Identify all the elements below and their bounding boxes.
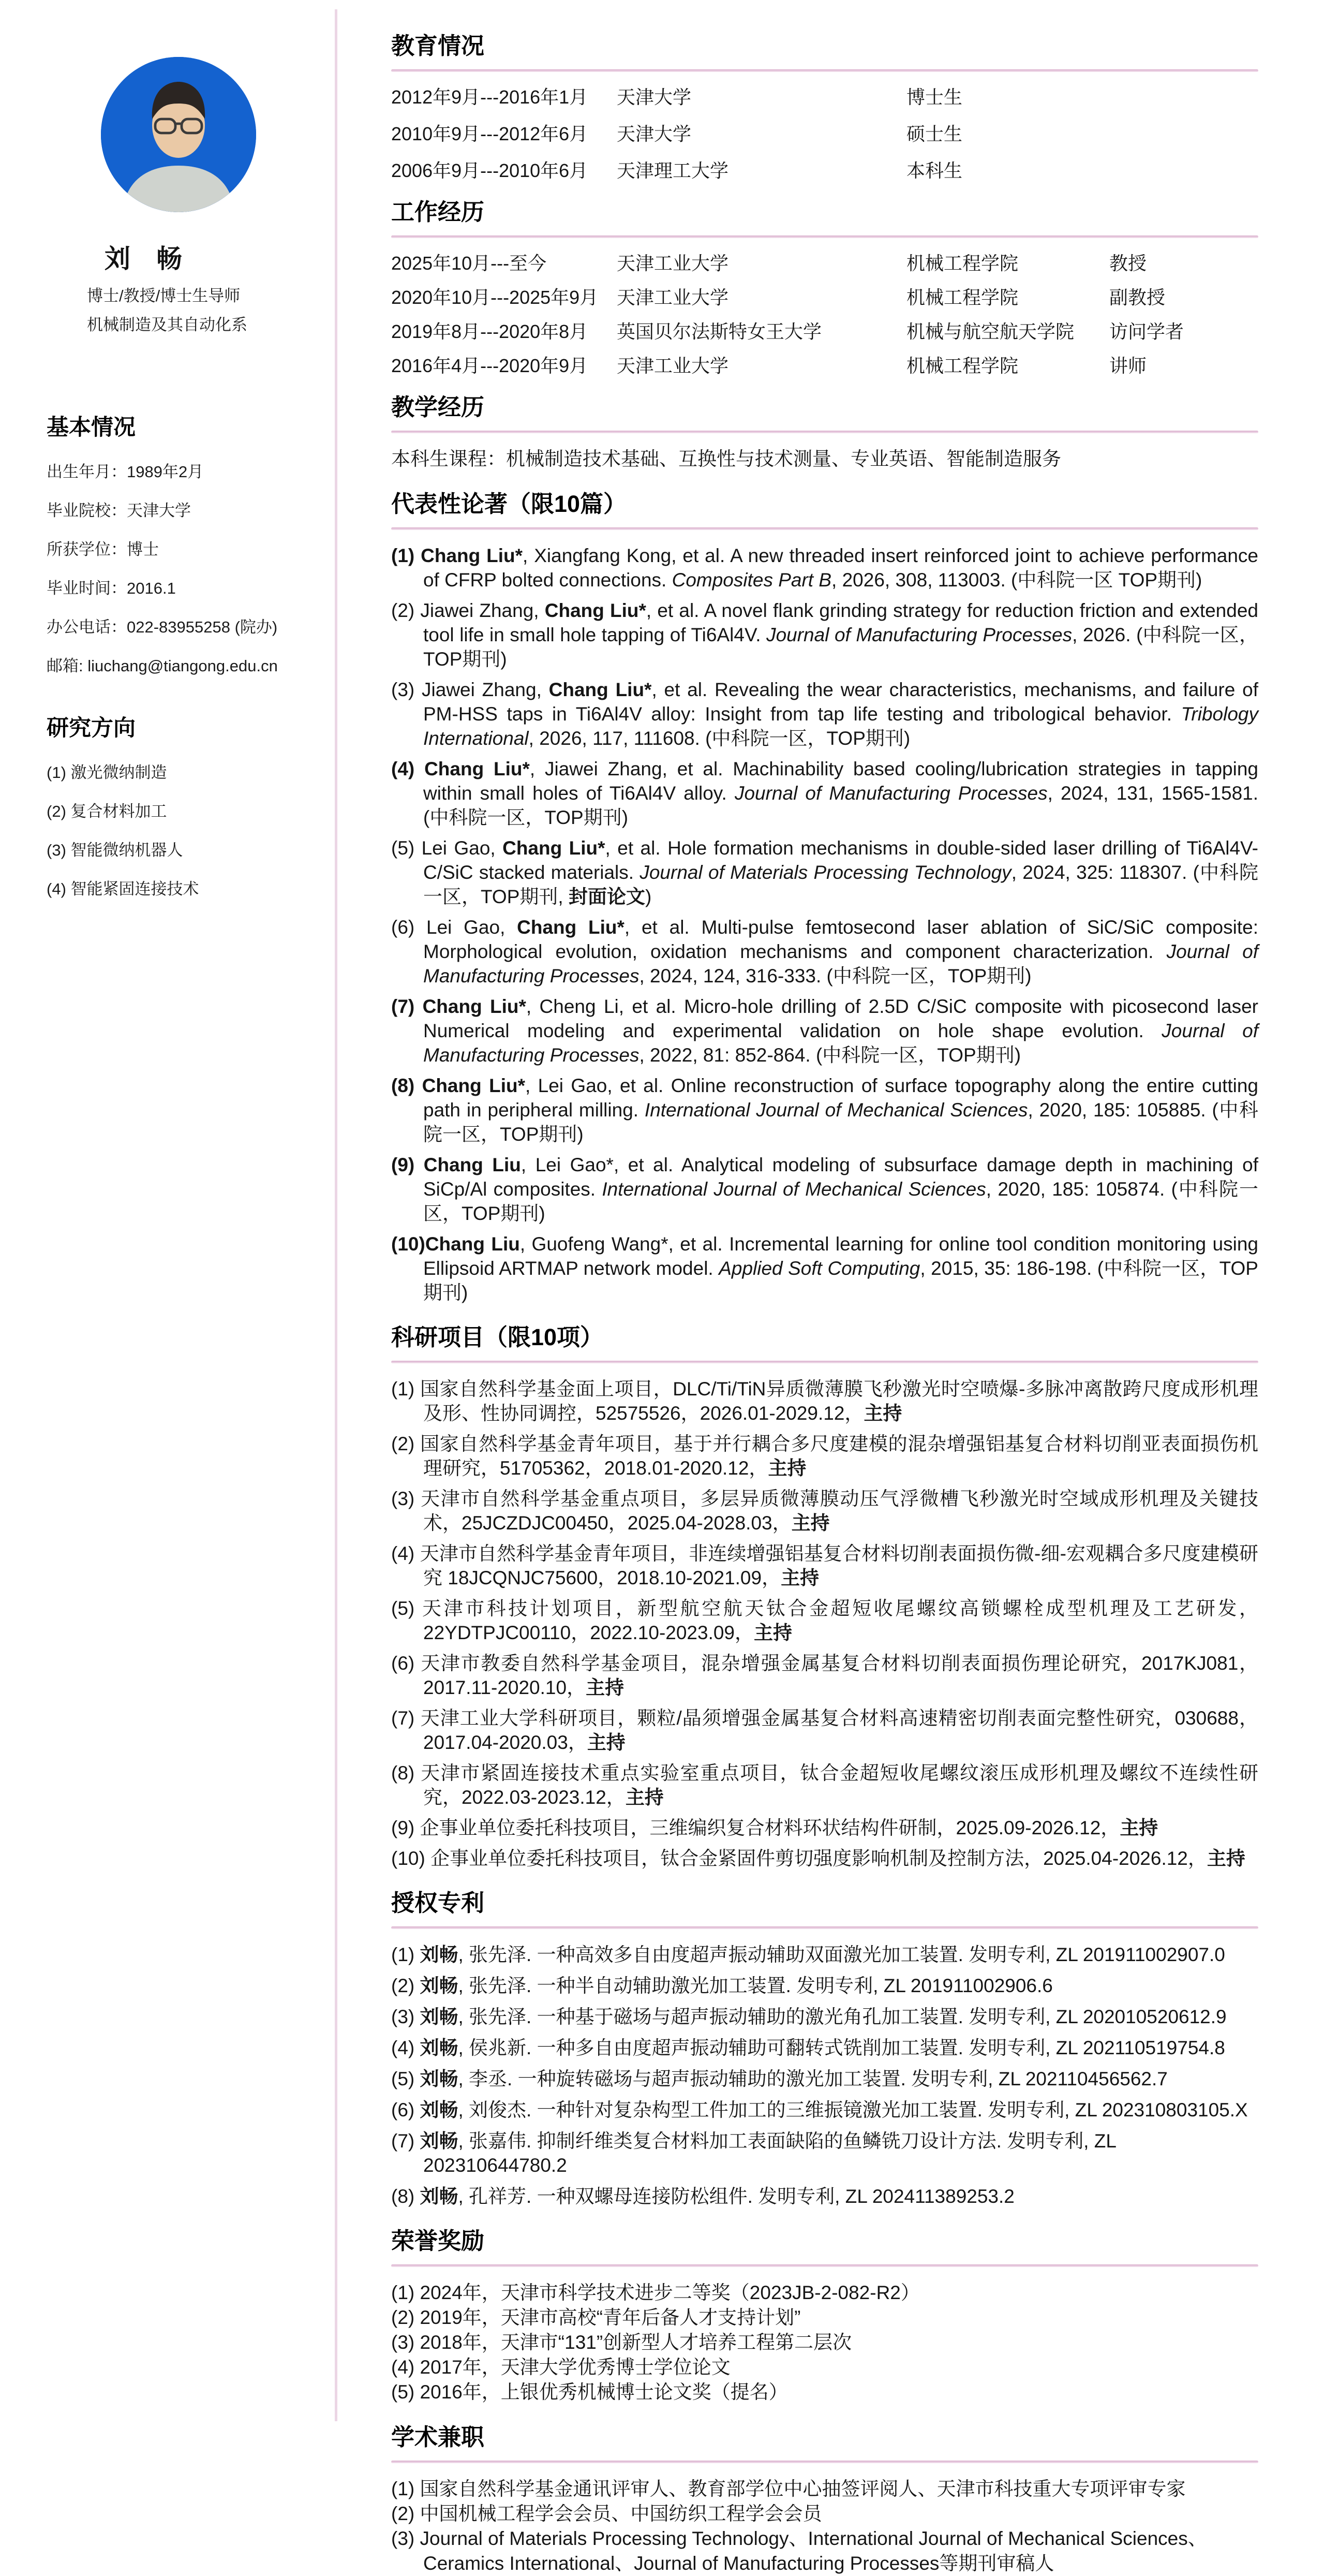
table-cell: 2010年9月---2012年6月 (391, 123, 588, 144)
table-cell: 2025年10月---至今 (391, 253, 547, 274)
list-item: (6) 刘畅, 刘俊杰. 一种针对复杂构型工件加工的三维振镜激光加工装置. 发明专利, ZL 202310803105.X (391, 2099, 1248, 2121)
section-rule (391, 2461, 1258, 2463)
publication-list (391, 543, 1258, 1305)
list-item: (2) 国家自然科学基金青年项目，基于并行耦合多尺度建模的混杂增强铝基复合材料切削亚表面损伤机理研究，51705362，2018.01-2020.12，主持 (391, 1433, 1258, 1479)
list-item: (1) 国家自然科学基金通讯评审人、教育部学位中心抽签评阅人、天津市科技重大专项评审专家 (391, 2478, 1186, 2499)
patents-heading: 授权专利 (391, 1890, 485, 1916)
list-item: 出生年月：1989年2月 (47, 463, 204, 481)
list-item: (3) 天津市自然科学基金重点项目，多层异质微薄膜动压气浮微槽飞秒激光时空域成形机理及关键技术，25JCZDJC00450，2025.04-2028.03，主持 (391, 1488, 1258, 1534)
work-heading: 工作经历 (391, 199, 485, 225)
table-cell: 博士生 (906, 86, 963, 108)
list-item: (2) 2019年，天津市高校“青年后备人才支持计划” (391, 2307, 801, 2328)
section-awards (391, 2227, 1258, 2405)
table-cell: 2019年8月---2020年8月 (391, 321, 588, 342)
research-list (47, 761, 336, 901)
table-cell: 副教授 (1109, 287, 1166, 308)
list-item: (1) 刘畅, 张先泽. 一种高效多自由度超声振动辅助双面激光加工装置. 发明专利, ZL 201911002907.0 (391, 1944, 1225, 1965)
list-item: (10) 企事业单位委托科技项目，钛合金紧固件剪切强度影响机制及控制方法，2025.04-2026.12，主持 (391, 1848, 1245, 1869)
basic-info-heading: 基本情况 (47, 415, 136, 440)
table-cell: 机械工程学院 (906, 253, 1019, 274)
list-item: (7) Chang Liu*, Cheng Li, et al. Micro-hole drilling of 2.5D C/SiC composite with picosecond laser Numerical modeling and experimental validation on hole shape evolution. Journal of Manufacturing Processes, 2022, 81: 852-864. (中科院一区，TOP期刊) (391, 996, 1258, 1066)
section-teaching (391, 393, 1258, 472)
list-item: (2) Jiawei Zhang, Chang Liu*, et al. A novel flank grinding strategy for reduction friction and extended tool life in small hole tapping of Ti6Al4V. Journal of Manufacturing Processes, 2026. (中科院一区，TOP期刊) (391, 600, 1258, 670)
list-item: 所获学位：博士 (47, 540, 159, 558)
table-cell: 英国贝尔法斯特女王大学 (617, 321, 822, 342)
table-cell: 天津工业大学 (617, 287, 729, 308)
table-row (391, 354, 1258, 378)
publications-heading: 代表性论著（限10篇） (391, 491, 627, 517)
list-item: (4) 刘畅, 侯兆新. 一种多自由度超声振动辅助可翻转式铣削加工装置. 发明专利, ZL 202110519754.8 (391, 2037, 1225, 2058)
teaching-heading: 教学经历 (391, 394, 485, 420)
section-rule (391, 431, 1258, 433)
patent-list (391, 1942, 1258, 2209)
basic-info-list (47, 461, 336, 678)
list-item: (1) 国家自然科学基金面上项目，DLC/Ti/TiN异质微薄膜飞秒激光时空喷爆-多脉冲离散跨尺度成形机理及形、性协同调控，52575526，2026.01-2029.12，主持 (391, 1378, 1258, 1424)
list-item: (2) 复合材料加工 (47, 802, 167, 820)
table-cell: 讲师 (1109, 355, 1147, 376)
list-item: (9) Chang Liu, Lei Gao*, et al. Analytical modeling of subsurface damage depth in machining of SiCp/Al composites. International Journal of Mechanical Sciences, 2020, 185: 105874. (中科院一区，TOP期刊) (391, 1154, 1258, 1224)
table-row (391, 85, 1258, 109)
list-item: (2) 中国机械工程学会会员、中国纺织工程学会会员 (391, 2503, 822, 2524)
section-publications (391, 490, 1258, 1305)
section-service (391, 2423, 1258, 2576)
list-item: (5) Lei Gao, Chang Liu*, et al. Hole formation mechanisms in double-sided laser drilling of Ti6Al4V-C/SiC stacked materials. Journal of Materials Processing Technology, 2024, 325: 118307. (中科院一区，TOP期刊, 封面论文) (391, 837, 1258, 907)
award-list (391, 2280, 1258, 2405)
list-item: (8) Chang Liu*, Lei Gao, et al. Online reconstruction of surface topography along the entire cutting path in peripheral milling. International Journal of Mechanical Sciences, 2020, 185: 105885. (中科院一区，TOP期刊) (391, 1075, 1259, 1145)
section-rule (391, 69, 1258, 72)
table-row (391, 320, 1258, 344)
table-cell: 天津工业大学 (617, 355, 729, 376)
section-rule (391, 2264, 1258, 2267)
list-item: (1) 激光微纳制造 (47, 763, 167, 782)
list-item: (5) 2016年，上银优秀机械博士论文奖（提名） (391, 2381, 788, 2403)
list-item: 邮箱: liuchang@tiangong.edu.cn (47, 657, 278, 675)
table-row (391, 122, 1258, 146)
education-heading: 教育情况 (391, 33, 485, 59)
table-cell: 硕士生 (906, 123, 963, 144)
list-item: (3) 智能微纳机器人 (47, 841, 183, 859)
table-row (391, 159, 1258, 183)
service-list (391, 2477, 1258, 2576)
main-content (391, 32, 1258, 2576)
list-item: (6) 天津市教委自然科学基金项目，混杂增强金属基复合材料切削表面损伤理论研究，2017KJ081，2017.11-2020.10，主持 (391, 1653, 1258, 1698)
table-cell: 访问学者 (1109, 321, 1184, 342)
table-cell: 机械与航空航天学院 (906, 321, 1075, 342)
course-list: 本科生课程：机械制造技术基础、互换性与技术测量、专业英语、智能制造服务 (391, 448, 1061, 469)
sidebar (47, 44, 336, 917)
list-item: (3) Jiawei Zhang, Chang Liu*, et al. Revealing the wear characteristics, mechanisms, and failure of PM-HSS taps in Ti6Al4V alloy: Insight from tap life testing and tribological behavior. Tribology International, 2026, 117, 111608. (中科院一区，TOP期刊) (391, 679, 1258, 749)
list-item: (9) 企事业单位委托科技项目，三维编织复合材料环状结构件研制，2025.09-2026.12，主持 (391, 1817, 1158, 1838)
table-cell: 本科生 (906, 160, 963, 181)
list-item: (10)Chang Liu, Guofeng Wang*, et al. Incremental learning for online tool condition monitoring using Ellipsoid ARTMAP network model. Applied Soft Computing, 2015, 35: 186-198. (中科院一区，TOP期刊) (391, 1233, 1258, 1303)
section-rule (391, 527, 1258, 530)
section-work (391, 198, 1258, 378)
research-heading: 研究方向 (47, 716, 136, 741)
projects-heading: 科研项目（限10项） (391, 1324, 604, 1350)
list-item: (4) Chang Liu*, Jiawei Zhang, et al. Machinability based cooling/lubrication strategies in tapping within small holes of Ti6Al4V alloy. Journal of Manufacturing Processes, 2024, 131, 1565-1581. (中科院一区，TOP期刊) (391, 758, 1258, 828)
service-heading: 学术兼职 (391, 2424, 485, 2450)
project-list (391, 1377, 1258, 1871)
list-item: (3) 刘畅, 张先泽. 一种基于磁场与超声振动辅助的激光角孔加工装置. 发明专利, ZL 202010520612.9 (391, 2006, 1227, 2027)
section-patents (391, 1889, 1258, 2209)
table-row (391, 286, 1258, 310)
list-item: (4) 天津市自然科学基金青年项目，非连续增强铝基复合材料切削表面损伤微-细-宏观耦合多尺度建模研究 18JCQNJC75600，2018.10-2021.09，主持 (391, 1543, 1258, 1588)
person-title: 博士/教授/博士生导师 (87, 287, 241, 305)
table-cell: 教授 (1109, 253, 1147, 274)
section-education (391, 32, 1258, 183)
list-item: (7) 天津工业大学科研项目，颗粒/晶须增强金属基复合材料高速精密切削表面完整性研究，030688，2017.04-2020.03，主持 (391, 1707, 1258, 1753)
person-portrait-icon (101, 57, 256, 212)
work-table (391, 252, 1258, 378)
profile-photo (101, 57, 256, 212)
table-cell: 天津大学 (617, 86, 692, 108)
table-cell: 2020年10月---2025年9月 (391, 287, 599, 308)
education-table (391, 85, 1258, 183)
table-cell: 机械工程学院 (906, 287, 1019, 308)
list-item: 毕业时间：2016.1 (47, 579, 176, 597)
list-item: (5) 天津市科技计划项目，新型航空航天钛合金超短收尾螺纹高锁螺栓成型机理及工艺研发，22YDTPJC00110，2022.10-2023.09，主持 (391, 1598, 1258, 1643)
table-cell: 天津工业大学 (617, 253, 729, 274)
list-item: 办公电话：022-83955258 (院办) (47, 618, 278, 636)
list-item: 毕业院校：天津大学 (47, 502, 191, 520)
list-item: (1) Chang Liu*, Xiangfang Kong, et al. A new threaded insert reinforced joint to achieve performance of CFRP bolted connections. Composites Part B, 2026, 308, 113003. (中科院一区 TOP期刊) (391, 545, 1259, 591)
person-name: 刘 畅 (105, 244, 182, 273)
section-rule (391, 1926, 1258, 1929)
person-department: 机械制造及其自动化系 (87, 316, 247, 334)
list-item: (6) Lei Gao, Chang Liu*, et al. Multi-pulse femtosecond laser ablation of SiC/SiC composite: Morphological evolution, oxidation mechanisms and component characterization. Journal of Manufacturing Processes, 2024, 124, 316-333. (中科院一区，TOP期刊) (391, 917, 1258, 987)
list-item: (8) 天津市紧固连接技术重点实验室重点项目，钛合金超短收尾螺纹滚压成形机理及螺纹不连续性研究，2022.03-2023.12，主持 (391, 1762, 1258, 1808)
section-rule (391, 1361, 1258, 1363)
list-item: (4) 智能紧固连接技术 (47, 880, 199, 898)
list-item: (4) 2017年，天津大学优秀博士学位论文 (391, 2357, 731, 2378)
section-rule (391, 235, 1258, 238)
table-cell: 天津理工大学 (617, 160, 729, 181)
list-item: (5) 刘畅, 李丞. 一种旋转磁场与超声振动辅助的激光加工装置. 发明专利, ZL 202110456562.7 (391, 2068, 1168, 2089)
section-projects (391, 1323, 1258, 1871)
list-item: (7) 刘畅, 张嘉伟. 抑制纤维类复合材料加工表面缺陷的鱼鳞铣刀设计方法. 发明专利, ZL 202310644780.2 (391, 2130, 1116, 2176)
list-item: (1) 2024年，天津市科学技术进步二等奖（2023JB-2-082-R2） (391, 2282, 920, 2303)
list-item: (8) 刘畅, 孔祥芳. 一种双螺母连接防松组件. 发明专利, ZL 202411389253.2 (391, 2186, 1015, 2207)
table-cell: 天津大学 (617, 123, 692, 144)
awards-heading: 荣誉奖励 (391, 2228, 485, 2254)
table-row (391, 252, 1258, 275)
table-cell: 2006年9月---2010年6月 (391, 160, 588, 181)
table-cell: 机械工程学院 (906, 355, 1019, 376)
list-item: (3) Journal of Materials Processing Technology、International Journal of Mechanical Sciences、Ceramics International、Journal of Manufacturing Processes等期刊审稿人 (391, 2528, 1207, 2574)
table-cell: 2012年9月---2016年1月 (391, 86, 588, 108)
list-item: (3) 2018年，天津市“131”创新型人才培养工程第二层次 (391, 2332, 852, 2353)
table-cell: 2016年4月---2020年9月 (391, 355, 588, 376)
list-item: (2) 刘畅, 张先泽. 一种半自动辅助激光加工装置. 发明专利, ZL 201911002906.6 (391, 1975, 1053, 1996)
